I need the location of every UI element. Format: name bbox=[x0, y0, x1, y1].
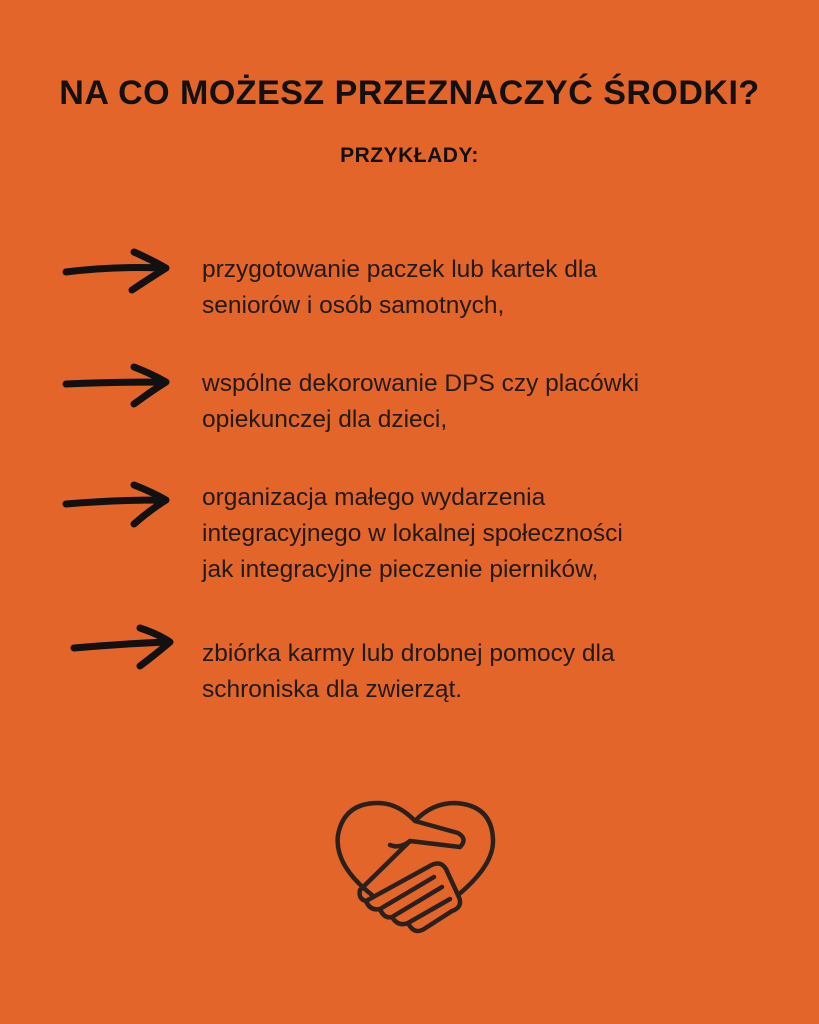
item-text-line: wspólne dekorowanie DPS czy placówki bbox=[202, 370, 640, 397]
page-title: NA CO MOŻESZ PRZEZNACZYĆ ŚRODKI? bbox=[59, 74, 760, 112]
item-text-line: opiekunczej dla dzieci, bbox=[202, 406, 448, 433]
arrow-right-icon bbox=[62, 362, 172, 412]
item-text-line: integracyjnego w lokalnej społeczności bbox=[202, 520, 623, 547]
item-text-line: seniorów i osób samotnych, bbox=[202, 292, 505, 319]
arrow-right-icon bbox=[70, 624, 180, 674]
arrow-right-icon bbox=[62, 480, 172, 530]
list-item bbox=[202, 366, 792, 438]
list-item bbox=[202, 252, 792, 324]
list-item bbox=[202, 636, 792, 708]
list-item bbox=[202, 480, 792, 588]
item-text-line: przygotowanie paczek lub kartek dla bbox=[202, 256, 597, 283]
arrow-right-icon bbox=[62, 246, 172, 296]
item-text-line: zbiórka karmy lub drobnej pomocy dla bbox=[202, 640, 615, 667]
item-text-line: organizacja małego wydarzenia bbox=[202, 484, 546, 511]
page-subtitle: PRZYKŁADY: bbox=[340, 144, 479, 167]
item-text-line: schroniska dla zwierząt. bbox=[202, 676, 463, 703]
item-text-line: jak integracyjne pieczenie pierników, bbox=[202, 556, 599, 583]
heart-handshake-icon bbox=[330, 795, 500, 945]
